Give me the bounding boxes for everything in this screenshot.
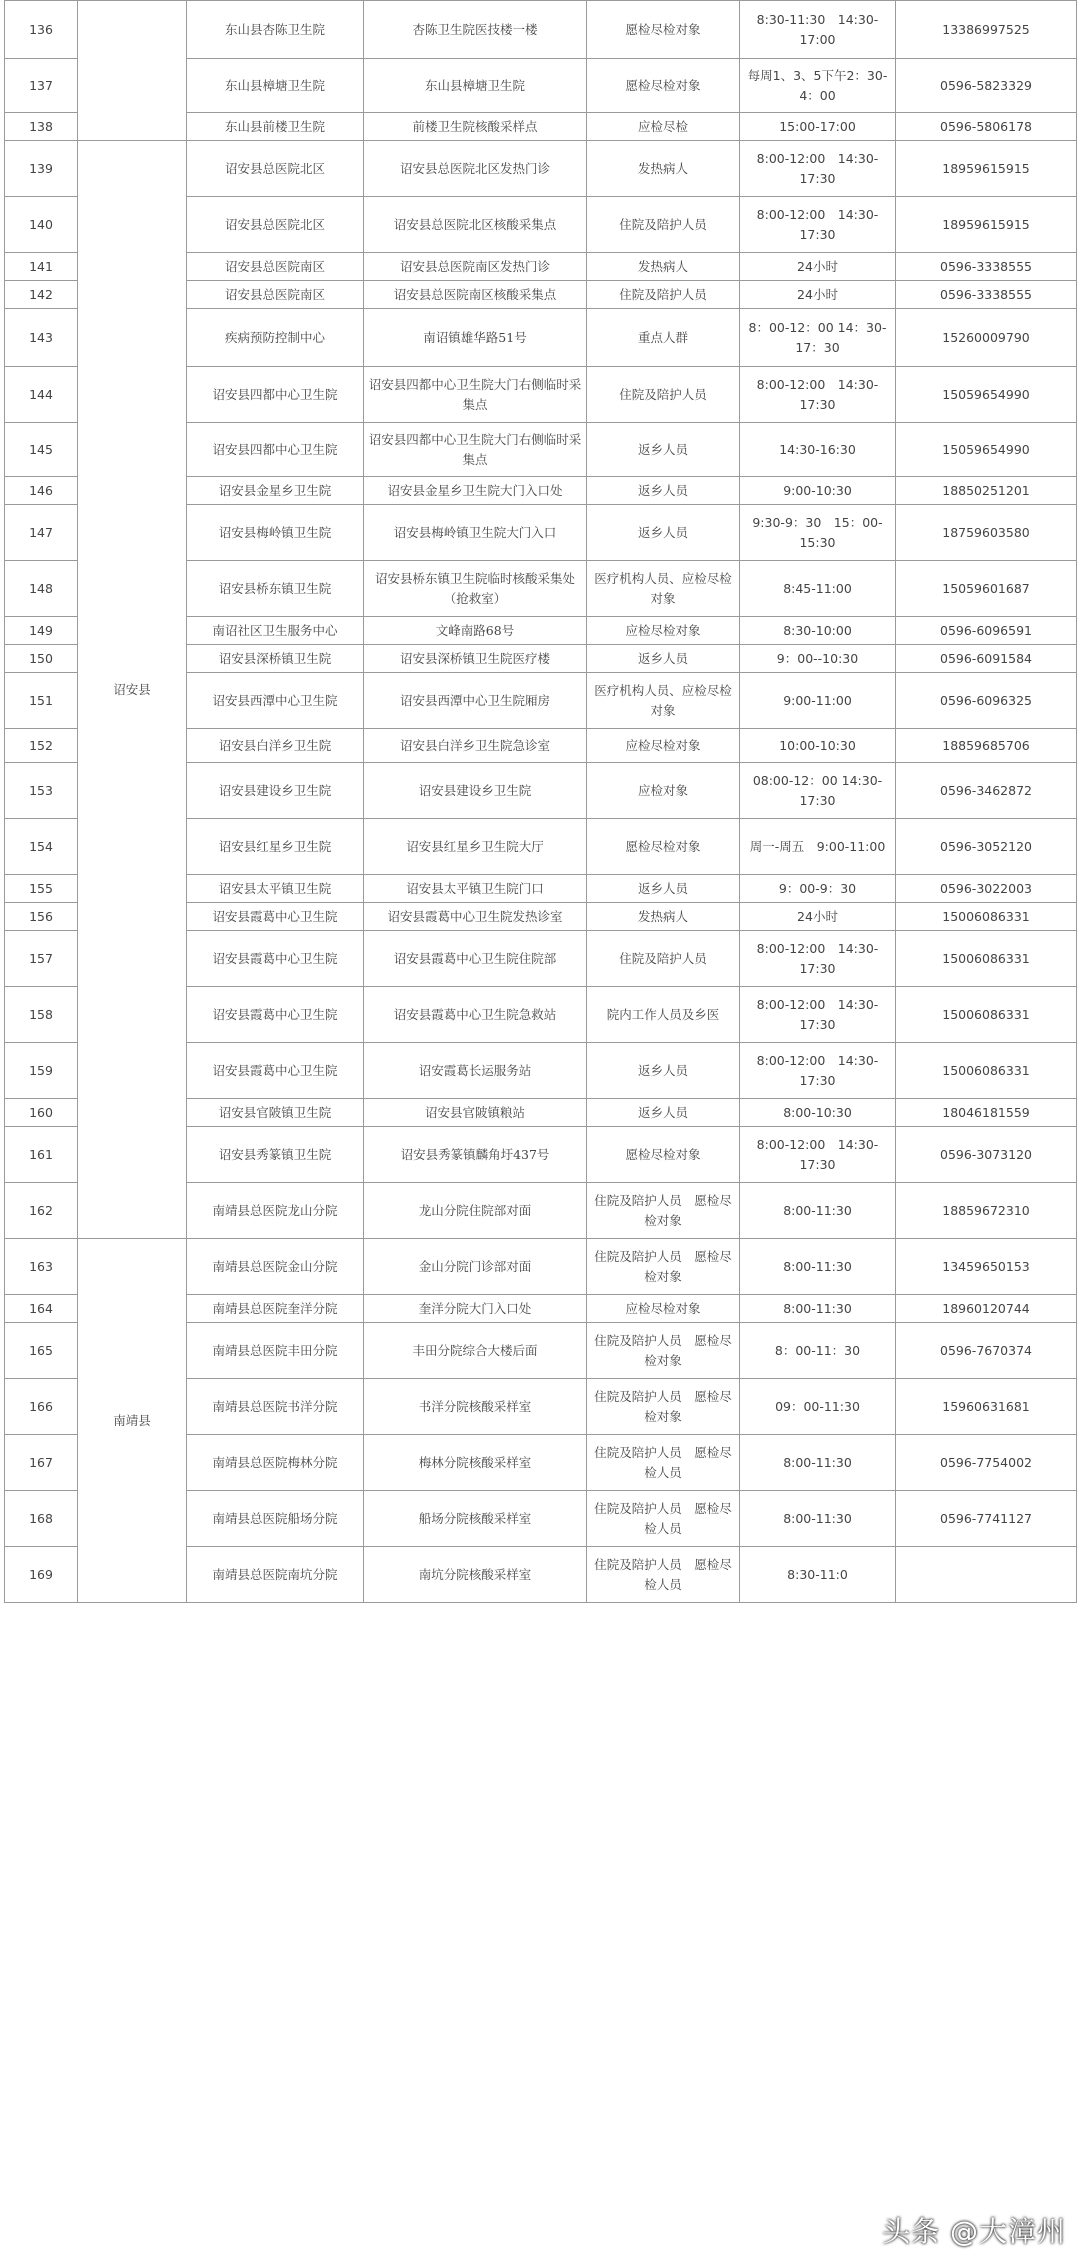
time-cell: 24小时 [740,903,896,931]
target-cell: 院内工作人员及乡医 [587,987,740,1043]
time-cell: 8:00-12:00 14:30-17:30 [740,987,896,1043]
site-cell: 诏安县白洋乡卫生院急诊室 [364,729,587,763]
time-cell: 8：00-11：30 [740,1323,896,1379]
hospital-cell: 诏安县官陂镇卫生院 [187,1099,364,1127]
phone-cell: 18859672310 [896,1183,1077,1239]
no-cell: 155 [5,875,78,903]
watermark: 头条 @大漳州 [882,2215,1066,2248]
target-cell: 愿检尽检对象 [587,59,740,113]
time-cell: 10:00-10:30 [740,729,896,763]
hospital-cell: 南靖县总医院丰田分院 [187,1323,364,1379]
phone-cell: 0596-6091584 [896,645,1077,673]
phone-cell: 15006086331 [896,1043,1077,1099]
target-cell: 应检尽检 [587,113,740,141]
hospital-cell: 南靖县总医院梅林分院 [187,1435,364,1491]
hospital-cell: 诏安县深桥镇卫生院 [187,645,364,673]
no-cell: 139 [5,141,78,197]
target-cell: 住院及陪护人员 [587,367,740,423]
site-cell: 丰田分院综合大楼后面 [364,1323,587,1379]
time-cell: 8:00-12:00 14:30-17:30 [740,1127,896,1183]
target-cell: 返乡人员 [587,423,740,477]
county-cell: 南靖县 [78,1239,187,1603]
table-row [5,141,1077,197]
site-cell: 龙山分院住院部对面 [364,1183,587,1239]
hospital-cell: 南靖县总医院书洋分院 [187,1379,364,1435]
phone-cell: 15260009790 [896,309,1077,367]
phone-cell: 0596-3073120 [896,1127,1077,1183]
time-cell: 每周1、3、5下午2：30-4：00 [740,59,896,113]
time-cell: 8:00-11:30 [740,1491,896,1547]
test-site-table [4,0,1077,1603]
hospital-cell: 南靖县总医院龙山分院 [187,1183,364,1239]
site-cell: 诏安县四都中心卫生院大门右侧临时采集点 [364,423,587,477]
hospital-cell: 诏安县总医院北区 [187,197,364,253]
site-cell: 南诏镇雄华路51号 [364,309,587,367]
phone-cell: 15006086331 [896,903,1077,931]
target-cell: 愿检尽检对象 [587,1,740,59]
time-cell: 24小时 [740,281,896,309]
site-cell: 诏安县金星乡卫生院大门入口处 [364,477,587,505]
time-cell: 09：00-11:30 [740,1379,896,1435]
no-cell: 149 [5,617,78,645]
hospital-cell: 诏安县西潭中心卫生院 [187,673,364,729]
phone-cell: 15059654990 [896,423,1077,477]
site-cell: 诏安县霞葛中心卫生院住院部 [364,931,587,987]
hospital-cell: 诏安县总医院南区 [187,253,364,281]
phone-cell: 18859685706 [896,729,1077,763]
site-cell: 诏安县官陂镇粮站 [364,1099,587,1127]
phone-cell [896,1547,1077,1603]
no-cell: 148 [5,561,78,617]
target-cell: 愿检尽检对象 [587,819,740,875]
phone-cell: 0596-6096325 [896,673,1077,729]
target-cell: 住院及陪护人员 愿检尽检人员 [587,1547,740,1603]
hospital-cell: 诏安县红星乡卫生院 [187,819,364,875]
target-cell: 应检尽检对象 [587,729,740,763]
no-cell: 154 [5,819,78,875]
time-cell: 8:00-11:30 [740,1435,896,1491]
target-cell: 发热病人 [587,141,740,197]
hospital-cell: 诏安县金星乡卫生院 [187,477,364,505]
site-cell: 诏安县太平镇卫生院门口 [364,875,587,903]
site-cell: 诏安县霞葛中心卫生院发热诊室 [364,903,587,931]
no-cell: 142 [5,281,78,309]
no-cell: 140 [5,197,78,253]
site-cell: 杏陈卫生院医技楼一楼 [364,1,587,59]
no-cell: 144 [5,367,78,423]
phone-cell: 18046181559 [896,1099,1077,1127]
county-cell [78,1,187,141]
target-cell: 重点人群 [587,309,740,367]
hospital-cell: 诏安县总医院北区 [187,141,364,197]
no-cell: 158 [5,987,78,1043]
phone-cell: 15960631681 [896,1379,1077,1435]
phone-cell: 0596-5823329 [896,59,1077,113]
no-cell: 152 [5,729,78,763]
phone-cell: 15006086331 [896,931,1077,987]
target-cell: 住院及陪护人员 愿检尽检人员 [587,1435,740,1491]
site-cell: 奎洋分院大门入口处 [364,1295,587,1323]
hospital-cell: 南靖县总医院南坑分院 [187,1547,364,1603]
site-cell: 诏安县深桥镇卫生院医疗楼 [364,645,587,673]
hospital-cell: 诏安县霞葛中心卫生院 [187,987,364,1043]
phone-cell: 13386997525 [896,1,1077,59]
site-cell: 诏安县建设乡卫生院 [364,763,587,819]
no-cell: 159 [5,1043,78,1099]
site-cell: 诏安县霞葛中心卫生院急救站 [364,987,587,1043]
no-cell: 141 [5,253,78,281]
time-cell: 24小时 [740,253,896,281]
phone-cell: 0596-3022003 [896,875,1077,903]
phone-cell: 13459650153 [896,1239,1077,1295]
hospital-cell: 东山县樟塘卫生院 [187,59,364,113]
site-cell: 文峰南路68号 [364,617,587,645]
time-cell: 14:30-16:30 [740,423,896,477]
hospital-cell: 东山县前楼卫生院 [187,113,364,141]
site-cell: 诏安县红星乡卫生院大厅 [364,819,587,875]
time-cell: 8:00-10:30 [740,1099,896,1127]
hospital-cell: 疾病预防控制中心 [187,309,364,367]
county-cell: 诏安县 [78,141,187,1239]
no-cell: 167 [5,1435,78,1491]
target-cell: 应检尽检对象 [587,617,740,645]
phone-cell: 15006086331 [896,987,1077,1043]
no-cell: 157 [5,931,78,987]
phone-cell: 0596-7741127 [896,1491,1077,1547]
site-cell: 诏安县秀篆镇麟角圩437号 [364,1127,587,1183]
hospital-cell: 诏安县总医院南区 [187,281,364,309]
no-cell: 138 [5,113,78,141]
target-cell: 住院及陪护人员 愿检尽检对象 [587,1239,740,1295]
target-cell: 住院及陪护人员 愿检尽检对象 [587,1379,740,1435]
site-cell: 诏安县西潭中心卫生院厢房 [364,673,587,729]
site-cell: 前楼卫生院核酸采样点 [364,113,587,141]
time-cell: 8:45-11:00 [740,561,896,617]
no-cell: 146 [5,477,78,505]
phone-cell: 18759603580 [896,505,1077,561]
hospital-cell: 诏安县霞葛中心卫生院 [187,903,364,931]
target-cell: 住院及陪护人员 [587,281,740,309]
target-cell: 返乡人员 [587,505,740,561]
target-cell: 发热病人 [587,903,740,931]
target-cell: 住院及陪护人员 愿检尽检对象 [587,1183,740,1239]
no-cell: 160 [5,1099,78,1127]
site-cell: 船场分院核酸采样室 [364,1491,587,1547]
time-cell: 8:30-10:00 [740,617,896,645]
site-cell: 诏安霞葛长运服务站 [364,1043,587,1099]
site-cell: 诏安县总医院南区发热门诊 [364,253,587,281]
no-cell: 165 [5,1323,78,1379]
time-cell: 9:00-10:30 [740,477,896,505]
site-cell: 南坑分院核酸采样室 [364,1547,587,1603]
site-cell: 诏安县总医院北区发热门诊 [364,141,587,197]
phone-cell: 0596-3462872 [896,763,1077,819]
no-cell: 147 [5,505,78,561]
phone-cell: 0596-3338555 [896,281,1077,309]
time-cell: 8:30-11:30 14:30-17:00 [740,1,896,59]
site-cell: 东山县樟塘卫生院 [364,59,587,113]
target-cell: 返乡人员 [587,1043,740,1099]
hospital-cell: 南靖县总医院船场分院 [187,1491,364,1547]
site-cell: 诏安县总医院北区核酸采集点 [364,197,587,253]
phone-cell: 18959615915 [896,141,1077,197]
hospital-cell: 诏安县四都中心卫生院 [187,367,364,423]
target-cell: 应检尽检对象 [587,1295,740,1323]
hospital-cell: 诏安县建设乡卫生院 [187,763,364,819]
phone-cell: 15059601687 [896,561,1077,617]
no-cell: 151 [5,673,78,729]
no-cell: 145 [5,423,78,477]
site-cell: 书洋分院核酸采样室 [364,1379,587,1435]
time-cell: 15:00-17:00 [740,113,896,141]
target-cell: 住院及陪护人员 愿检尽检对象 [587,1323,740,1379]
site-cell: 诏安县总医院南区核酸采集点 [364,281,587,309]
time-cell: 9：00-9：30 [740,875,896,903]
no-cell: 161 [5,1127,78,1183]
hospital-cell: 诏安县桥东镇卫生院 [187,561,364,617]
time-cell: 9：00--10:30 [740,645,896,673]
time-cell: 8:00-12:00 14:30-17:30 [740,141,896,197]
phone-cell: 18960120744 [896,1295,1077,1323]
table-row [5,1,1077,59]
target-cell: 医疗机构人员、应检尽检对象 [587,561,740,617]
hospital-cell: 诏安县霞葛中心卫生院 [187,1043,364,1099]
phone-cell: 15059654990 [896,367,1077,423]
time-cell: 8:00-11:30 [740,1239,896,1295]
no-cell: 136 [5,1,78,59]
time-cell: 9:30-9：30 15：00-15:30 [740,505,896,561]
hospital-cell: 南靖县总医院奎洋分院 [187,1295,364,1323]
time-cell: 08:00-12：00 14:30-17:30 [740,763,896,819]
hospital-cell: 诏安县太平镇卫生院 [187,875,364,903]
no-cell: 156 [5,903,78,931]
site-cell: 诏安县四都中心卫生院大门右侧临时采集点 [364,367,587,423]
phone-cell: 18850251201 [896,477,1077,505]
target-cell: 愿检尽检对象 [587,1127,740,1183]
time-cell: 8:00-12:00 14:30-17:30 [740,197,896,253]
hospital-cell: 南诏社区卫生服务中心 [187,617,364,645]
phone-cell: 0596-6096591 [896,617,1077,645]
target-cell: 返乡人员 [587,477,740,505]
site-cell: 诏安县桥东镇卫生院临时核酸采集处（抢救室） [364,561,587,617]
time-cell: 8:00-12:00 14:30-17:30 [740,1043,896,1099]
hospital-cell: 诏安县秀篆镇卫生院 [187,1127,364,1183]
no-cell: 168 [5,1491,78,1547]
hospital-cell: 东山县杏陈卫生院 [187,1,364,59]
no-cell: 169 [5,1547,78,1603]
time-cell: 8:00-12:00 14:30-17:30 [740,367,896,423]
table-row [5,1239,1077,1295]
no-cell: 163 [5,1239,78,1295]
no-cell: 164 [5,1295,78,1323]
time-cell: 8:00-11:30 [740,1183,896,1239]
hospital-cell: 诏安县梅岭镇卫生院 [187,505,364,561]
site-cell: 诏安县梅岭镇卫生院大门入口 [364,505,587,561]
target-cell: 应检对象 [587,763,740,819]
hospital-cell: 诏安县四都中心卫生院 [187,423,364,477]
target-cell: 发热病人 [587,253,740,281]
hospital-cell: 诏安县白洋乡卫生院 [187,729,364,763]
phone-cell: 0596-7670374 [896,1323,1077,1379]
phone-cell: 0596-3338555 [896,253,1077,281]
time-cell: 8:00-11:30 [740,1295,896,1323]
no-cell: 150 [5,645,78,673]
phone-cell: 0596-3052120 [896,819,1077,875]
target-cell: 住院及陪护人员 愿检尽检人员 [587,1491,740,1547]
target-cell: 返乡人员 [587,1099,740,1127]
no-cell: 162 [5,1183,78,1239]
time-cell: 周一-周五 9:00-11:00 [740,819,896,875]
phone-cell: 18959615915 [896,197,1077,253]
time-cell: 8:30-11:0 [740,1547,896,1603]
phone-cell: 0596-5806178 [896,113,1077,141]
hospital-cell: 诏安县霞葛中心卫生院 [187,931,364,987]
no-cell: 166 [5,1379,78,1435]
time-cell: 9:00-11:00 [740,673,896,729]
no-cell: 137 [5,59,78,113]
target-cell: 医疗机构人员、应检尽检对象 [587,673,740,729]
target-cell: 返乡人员 [587,645,740,673]
site-cell: 梅林分院核酸采样室 [364,1435,587,1491]
no-cell: 143 [5,309,78,367]
phone-cell: 0596-7754002 [896,1435,1077,1491]
target-cell: 住院及陪护人员 [587,197,740,253]
hospital-cell: 南靖县总医院金山分院 [187,1239,364,1295]
site-cell: 金山分院门诊部对面 [364,1239,587,1295]
time-cell: 8:00-12:00 14:30-17:30 [740,931,896,987]
target-cell: 住院及陪护人员 [587,931,740,987]
no-cell: 153 [5,763,78,819]
time-cell: 8：00-12：00 14：30-17：30 [740,309,896,367]
target-cell: 返乡人员 [587,875,740,903]
